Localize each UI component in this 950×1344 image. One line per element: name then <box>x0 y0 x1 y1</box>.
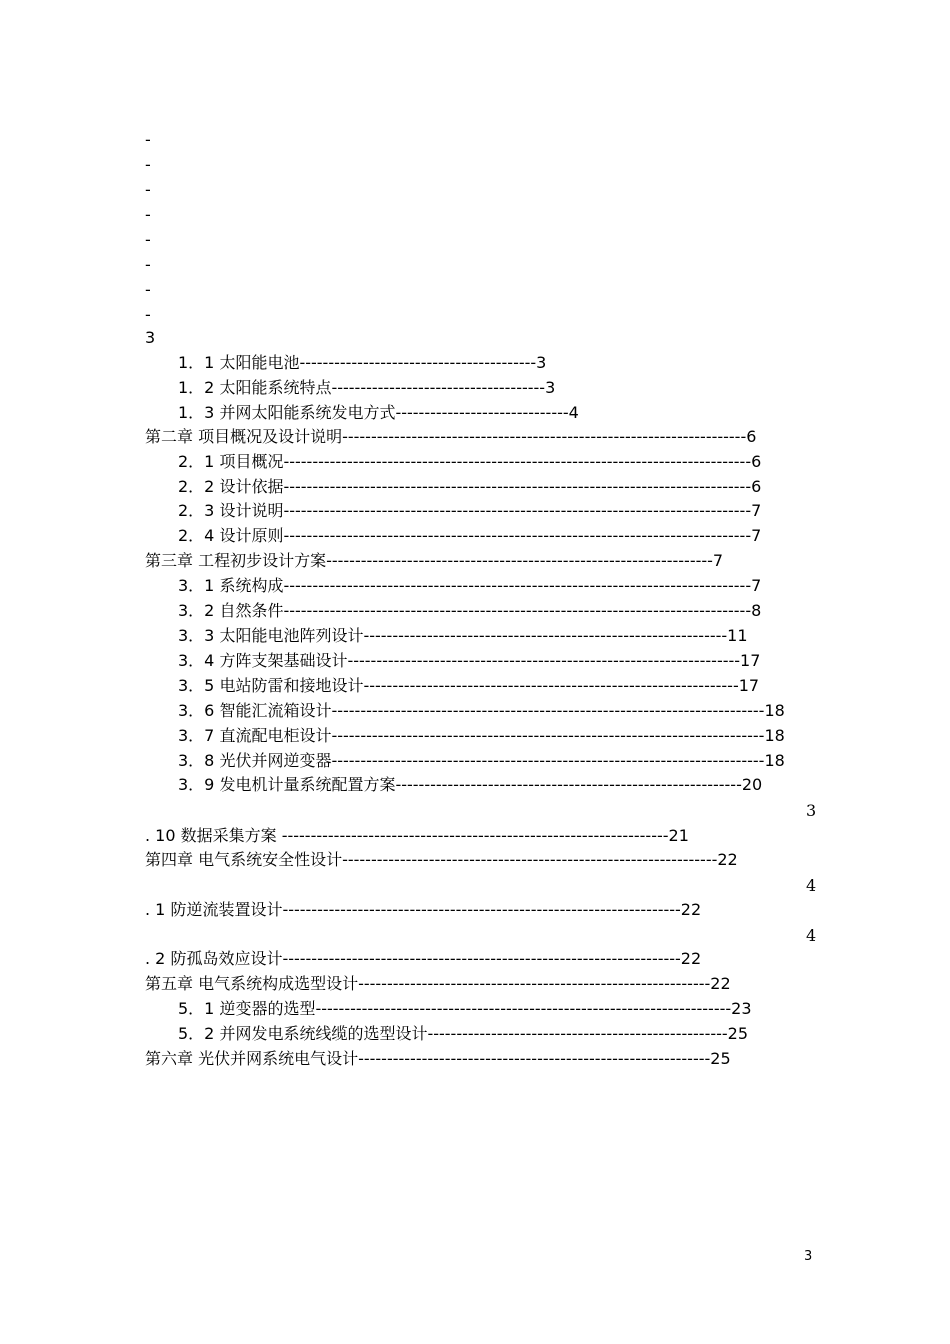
dash-line: - <box>145 230 151 249</box>
toc-entry-2-4: 2．4 设计原则---------------------------------------------------------------------------------7 <box>178 526 762 545</box>
toc-entry-3-9: 3．9 发电机计量系统配置方案------------------------------------------------------------20 <box>178 775 763 794</box>
toc-entry-3-5: 3．5 电站防雷和接地设计-----------------------------------------------------------------17 <box>178 676 760 695</box>
dash-line: - <box>145 130 151 149</box>
toc-entry-3-4: 3．4 方阵支架基础设计--------------------------------------------------------------------17 <box>178 651 761 670</box>
toc-entry-3-10: . 10 数据采集方案 -------------------------------------------------------------------21 <box>145 826 689 845</box>
dash-line: - <box>145 305 151 324</box>
toc-chapter-6: 第六章 光伏并网系统电气设计-------------------------------------------------------------25 <box>145 1049 731 1068</box>
toc-entry-5-1: 5．1 逆变器的选型------------------------------------------------------------------------23 <box>178 999 752 1018</box>
toc-entry-3-7: 3．7 直流配电柜设计---------------------------------------------------------------------------18 <box>178 726 785 745</box>
toc-entry-3-1: 3．1 系统构成---------------------------------------------------------------------------------7 <box>178 576 762 595</box>
toc-entry-3-8: 3．8 光伏并网逆变器---------------------------------------------------------------------------18 <box>178 751 785 770</box>
toc-entry-1-3: 1．3 并网太阳能系统发电方式------------------------------4 <box>178 403 579 422</box>
toc-entry-3-3: 3．3 太阳能电池阵列设计---------------------------------------------------------------11 <box>178 626 748 645</box>
toc-entry-2-3: 2．3 设计说明---------------------------------------------------------------------------------7 <box>178 501 762 520</box>
margin-number: 4 <box>806 876 817 895</box>
toc-entry-2-1: 2．1 项目概况---------------------------------------------------------------------------------6 <box>178 452 762 471</box>
toc-entry-1-1: 1．1 太阳能电池-----------------------------------------3 <box>178 353 547 372</box>
toc-entry-5-2: 5．2 并网发电系统线缆的选型设计----------------------------------------------------25 <box>178 1024 749 1043</box>
page-number: 3 <box>804 1249 813 1264</box>
toc-chapter-2: 第二章 项目概况及设计说明----------------------------------------------------------------------6 <box>145 427 757 446</box>
toc-entry-3-6: 3．6 智能汇流箱设计---------------------------------------------------------------------------18 <box>178 701 785 720</box>
margin-number: 3 <box>806 801 817 820</box>
toc-chapter-4: 第四章 电气系统安全性设计-----------------------------------------------------------------22 <box>145 850 738 869</box>
toc-entry-1-2: 1．2 太阳能系统特点-------------------------------------3 <box>178 378 556 397</box>
dash-line: - <box>145 155 151 174</box>
toc-entry-4-2: . 2 防孤岛效应设计---------------------------------------------------------------------22 <box>145 949 702 968</box>
toc-chapter-3: 第三章 工程初步设计方案-------------------------------------------------------------------7 <box>145 551 724 570</box>
toc-entry-4-1: . 1 防逆流装置设计---------------------------------------------------------------------22 <box>145 900 702 919</box>
dash-line: - <box>145 205 151 224</box>
dash-line: - <box>145 255 151 274</box>
toc-chapter-5: 第五章 电气系统构成选型设计-------------------------------------------------------------22 <box>145 974 731 993</box>
toc-entry-3-2: 3．2 自然条件---------------------------------------------------------------------------------8 <box>178 601 762 620</box>
margin-number: 4 <box>806 926 817 945</box>
toc-entry-2-2: 2．2 设计依据---------------------------------------------------------------------------------6 <box>178 477 762 496</box>
dash-line: - <box>145 280 151 299</box>
lone-number: 3 <box>145 328 156 347</box>
dash-line: - <box>145 180 151 199</box>
